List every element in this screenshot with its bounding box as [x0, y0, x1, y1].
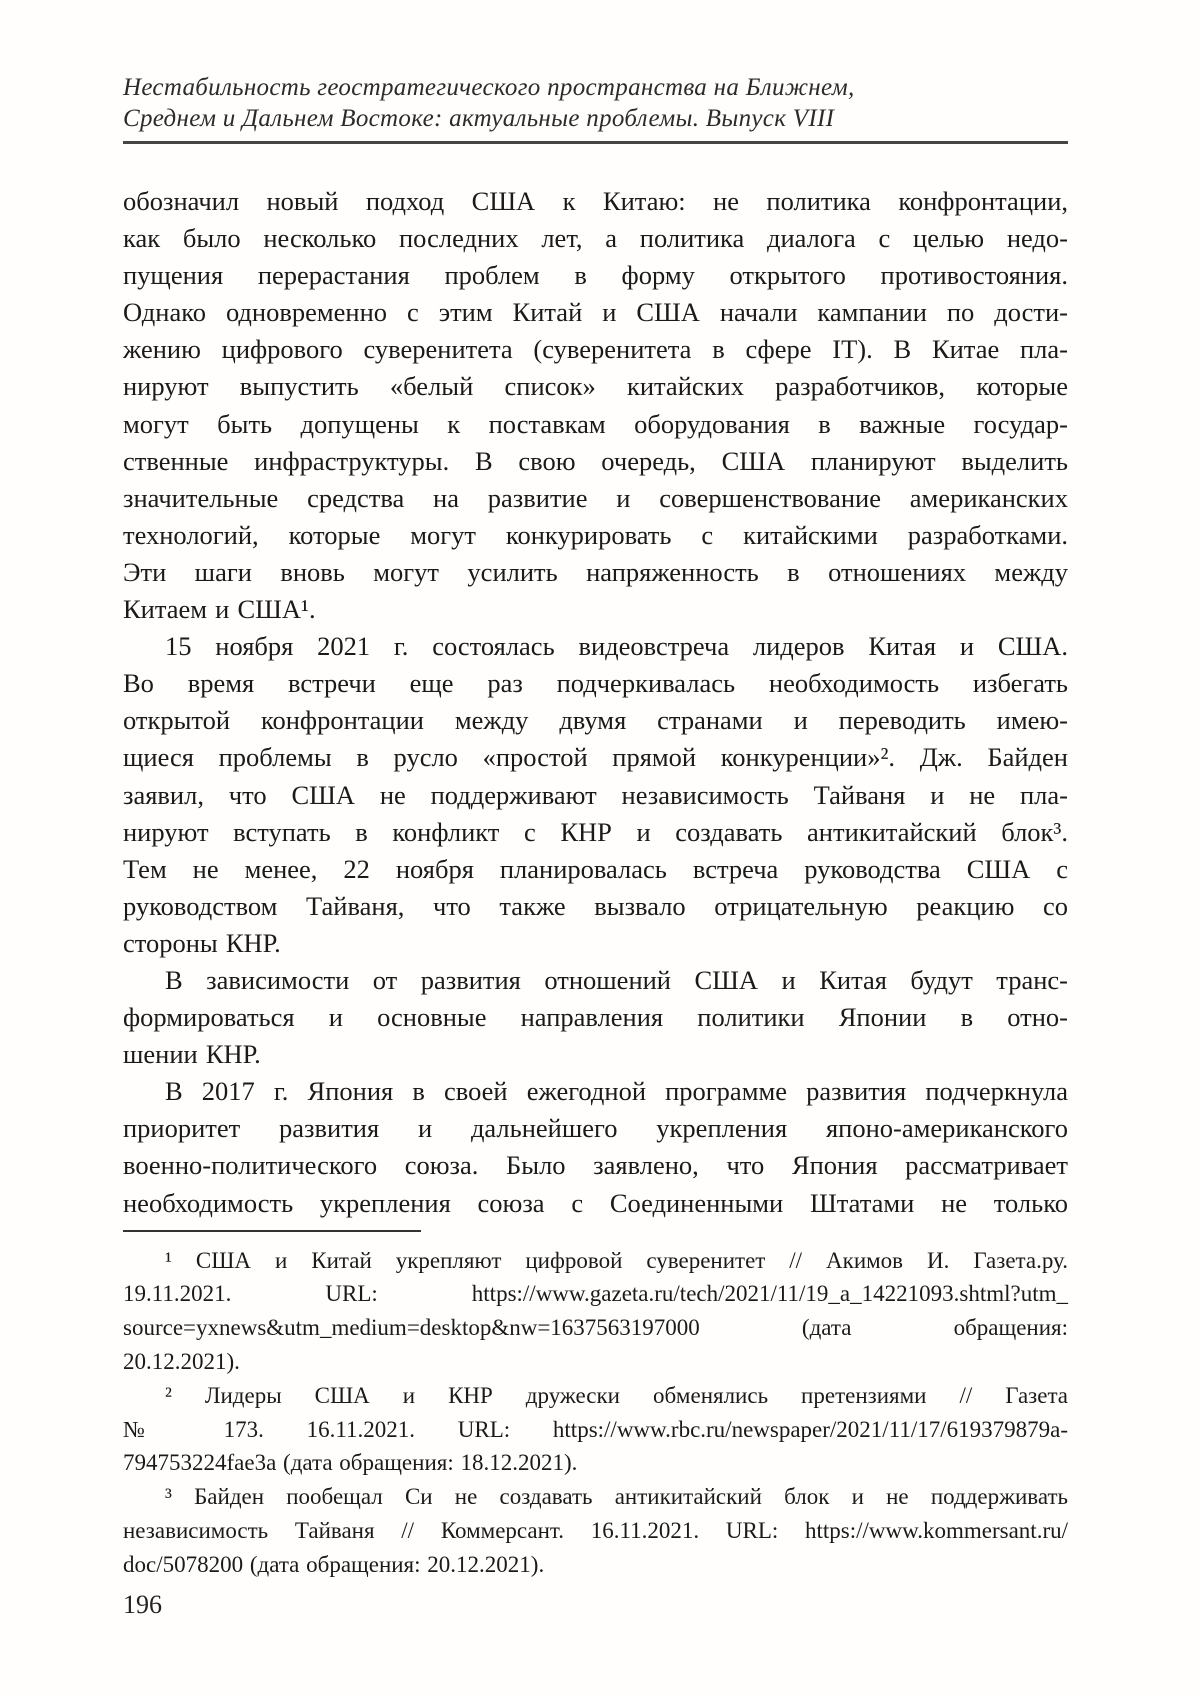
footnote-line: ² Лидеры США и КНР дружески обменялись претензиями // Газета	[165, 1382, 1068, 1408]
paragraph	[123, 962, 1068, 1073]
footnote-line: независимость Тайваня // Коммерсант. 16.11.2021. URL: https://www.kommersant.ru/	[123, 1518, 1068, 1543]
footnote-line: ¹ США и Китай укрепляют цифровой суверенитет // Акимов И. Газета.ру.	[165, 1247, 1068, 1273]
body-line: нируют выпустить «белый список» китайских разработчиков, которые	[123, 371, 1068, 402]
body-line: руководством Тайваня, что также вызвало отрицательную реакцию со	[123, 890, 1068, 921]
running-head-line-1: Нестабильность геостратегического пространства на Ближнем,	[123, 74, 855, 101]
body-text	[123, 183, 1068, 1222]
body-line: открытой конфронтации между двумя странами и переводить имею-	[123, 705, 1068, 736]
body-line: нируют вступать в конфликт с КНР и создавать антикитайский блок³.	[123, 816, 1068, 847]
paragraph	[123, 183, 1068, 628]
body-line: формироваться и основные направления политики Японии в отно-	[123, 1002, 1068, 1033]
footnote-line: source=yxnews&utm_medium=desktop&nw=1637563197000 (дата обращения:	[123, 1315, 1068, 1341]
body-line: В 2017 г. Япония в своей ежегодной программе развития подчеркнула	[165, 1076, 1068, 1107]
footnote-3	[123, 1480, 1068, 1581]
paragraph	[123, 628, 1068, 962]
body-line: как было несколько последних лет, а политика диалога с целью недо-	[123, 223, 1068, 254]
footnote-line: 20.12.2021).	[123, 1349, 240, 1375]
body-line: шении КНР.	[123, 1039, 261, 1070]
body-line: пущения перерастания проблем в форму открытого противостояния.	[123, 260, 1068, 291]
footnote-line: 794753224fae3a (дата обращения: 18.12.2021).	[123, 1450, 578, 1476]
footnote-line: doc/5078200 (дата обращения: 20.12.2021).	[123, 1551, 545, 1577]
page-number: 196	[123, 1589, 162, 1619]
body-line: могут быть допущены к поставкам оборудования в важные государ-	[123, 408, 1068, 439]
body-line: ственные инфраструктуры. В свою очередь, США планируют выделить	[123, 445, 1068, 476]
paragraph	[123, 1073, 1068, 1221]
footnote-1	[123, 1244, 1068, 1379]
body-line: значительные средства на развитие и совершенствование американских	[123, 482, 1068, 513]
body-line: Китаем и США¹.	[123, 594, 316, 625]
running-head-rule	[123, 141, 1068, 144]
footnotes	[123, 1244, 1068, 1582]
footnote-line: 19.11.2021. URL: https://www.gazeta.ru/tech/2021/11/19_a_14221093.shtml?utm_	[123, 1281, 1068, 1307]
footnote-separator	[123, 1230, 421, 1232]
body-line: Во время встречи еще раз подчеркивалась необходимость избегать	[123, 668, 1068, 699]
body-line: Эти шаги вновь могут усилить напряженность в отношениях между	[123, 556, 1068, 587]
footnote-line: ³ Байден пообещал Си не создавать антикитайский блок и не поддерживать	[165, 1484, 1068, 1510]
body-line: В зависимости от развития отношений США и Китая будут транс-	[165, 964, 1068, 995]
body-line: приоритет развития и дальнейшего укрепления японо-американского	[123, 1113, 1068, 1144]
body-line: заявил, что США не поддерживают независимость Тайваня и не пла-	[123, 779, 1068, 810]
body-line: военно-политического союза. Было заявлено, что Япония рассматривает	[123, 1150, 1068, 1181]
body-line: Однако одновременно с этим Китай и США начали кампании по дости-	[123, 297, 1068, 328]
body-line: технологий, которые могут конкурировать с китайскими разработками.	[123, 519, 1068, 550]
body-line: жению цифрового суверенитета (суверенитета в сфере IT). В Китае пла-	[123, 334, 1068, 365]
running-head-line-2: Среднем и Дальнем Востоке: актуальные проблемы. Выпуск VIII	[123, 105, 835, 132]
body-line: 15 ноября 2021 г. состоялась видеовстреча лидеров Китая и США.	[165, 631, 1068, 662]
body-line: щиеся проблемы в русло «простой прямой конкуренции»². Дж. Байден	[123, 742, 1068, 773]
body-line: стороны КНР.	[123, 927, 281, 958]
footnote-2	[123, 1379, 1068, 1480]
footnote-line: № 173. 16.11.2021. URL: https://www.rbc.ru/newspaper/2021/11/17/619379879a-	[123, 1416, 1068, 1442]
body-line: обозначил новый подход США к Китаю: не политика конфронтации,	[123, 186, 1068, 216]
body-line: необходимость укрепления союза с Соединенными Штатами не только	[123, 1187, 1068, 1218]
body-line: Тем не менее, 22 ноября планировалась встреча руководства США с	[123, 853, 1068, 884]
running-head	[123, 72, 1068, 134]
